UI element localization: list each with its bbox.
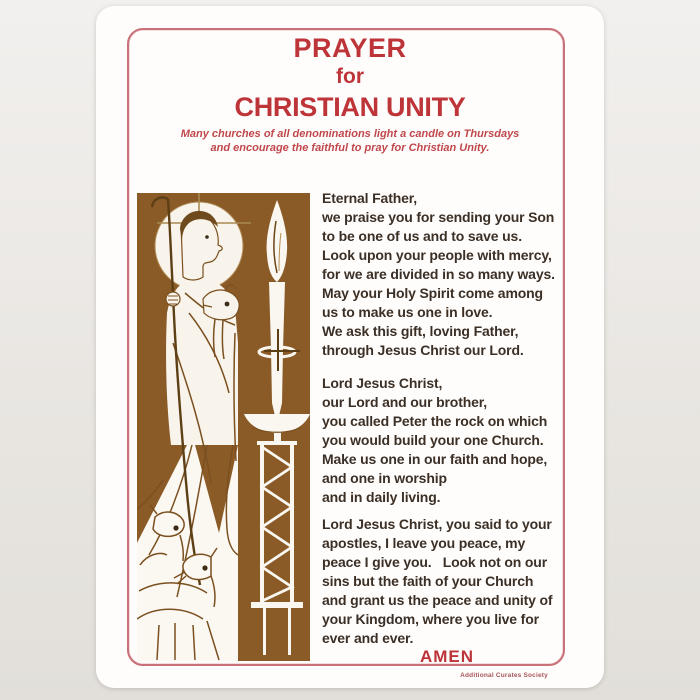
prayer-paragraph-1	[322, 189, 572, 360]
prayer-paragraph-3	[322, 515, 572, 648]
prayer-line: and one in worship	[322, 470, 447, 486]
prayer-line: and in daily living.	[322, 489, 441, 505]
prayer-line: we praise you for sending your Son	[322, 209, 555, 225]
prayer-line: to be one of us and to save us.	[322, 228, 522, 244]
prayer-line: We ask this gift, loving Father,	[322, 323, 519, 339]
prayer-line: and grant us the peace and unity of	[322, 592, 553, 608]
prayer-line: our Lord and our brother,	[322, 394, 488, 410]
prayer-line: sins but the faith of your Church	[322, 573, 534, 589]
prayer-line: ever and ever.	[322, 630, 414, 646]
subtitle-line2: and encourage the faithful to pray for Christian Unity.	[210, 141, 490, 154]
prayer-line: Lord Jesus Christ, you said to your	[322, 516, 552, 532]
good-shepherd-illustration	[137, 193, 310, 661]
page-title-line3: CHRISTIAN UNITY	[234, 92, 466, 122]
page-title-line1: PRAYER	[293, 33, 407, 63]
prayer-line: peace I give you. Look not on our	[322, 554, 547, 570]
page-title-line2: for	[336, 65, 364, 88]
subtitle	[96, 128, 604, 155]
good-shepherd-candle-art	[137, 193, 310, 661]
prayer-line: your Kingdom, where you live for	[322, 611, 539, 627]
card-header	[96, 34, 604, 155]
prayer-line: Lord Jesus Christ,	[322, 375, 443, 391]
eye	[205, 235, 209, 239]
prayer-card	[96, 6, 604, 688]
prayer-text	[322, 189, 572, 665]
prayer-line: Eternal Father,	[322, 190, 418, 206]
prayer-paragraph-2	[322, 374, 572, 507]
prayer-line: through Jesus Christ our Lord.	[322, 342, 524, 358]
prayer-line: for we are divided in so many ways.	[322, 266, 555, 282]
prayer-line: you called Peter the rock on which	[322, 413, 548, 429]
subtitle-line1: Many churches of all denominations light a candle on Thursdays	[180, 128, 520, 140]
prayer-line: us to make us one in love.	[322, 304, 493, 320]
amen-text: AMEN	[419, 647, 475, 666]
prayer-line: May your Holy Spirit come among	[322, 285, 543, 301]
prayer-line: apostles, I leave you peace, my	[322, 535, 526, 551]
prayer-line: Look upon your people with mercy,	[322, 247, 552, 263]
prayer-line: you would build your one Church.	[322, 432, 544, 448]
prayer-line: Make us one in our faith and hope,	[322, 451, 548, 467]
publisher-credit: Additional Curates Society	[460, 672, 548, 679]
